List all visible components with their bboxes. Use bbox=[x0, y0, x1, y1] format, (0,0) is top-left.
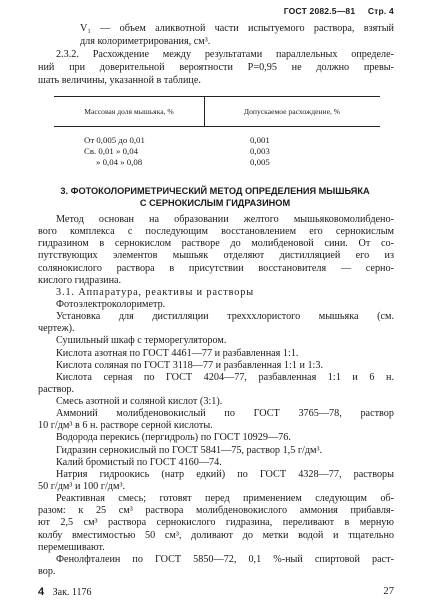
table-row bbox=[54, 157, 380, 167]
text-line: Реактивная смесь; готовят перед применением следующим об- bbox=[56, 493, 394, 504]
text-line: Кислота соляная по ГОСТ 3118—77 и разбавленная 1:1 и 1:3. bbox=[56, 360, 324, 371]
table-row bbox=[54, 135, 380, 145]
table-cell-value: 0,005 bbox=[250, 157, 270, 167]
text-line: ют 2,5 см³ раствора сернокислого гидразина, переливают в мерную bbox=[38, 517, 394, 528]
tolerance-table bbox=[54, 96, 380, 171]
text-line: вого комплекса с последующим восстановлением его сернокислым bbox=[38, 226, 394, 237]
text-line: колбу вместимостью 50 см³, доливают до метки водой и тщательно bbox=[38, 530, 394, 541]
text-line: Калий бромистый по ГОСТ 4160—74. bbox=[56, 457, 222, 468]
text-line: Смесь азотной и соляной кислот (3:1). bbox=[56, 396, 223, 407]
text-line: раствор. bbox=[38, 384, 75, 395]
text-line: разом: к 25 см³ раствора молибденовокислого аммония прибавля- bbox=[38, 505, 394, 516]
text-line: для колориметрирования, см³. bbox=[80, 36, 211, 47]
text-line: 50 г/дм³ и 100 г/дм³. bbox=[38, 481, 126, 492]
text-line: Сушильный шкаф с терморегулятором. bbox=[56, 335, 227, 346]
text-line: 10 г/дм³ в 6 н. растворе серной кислоты. bbox=[38, 420, 213, 431]
text-line: Установка для дистилляции трехххлористого мышьяка (см. bbox=[56, 311, 394, 322]
text-line: Метод основан на образовании желтого мышьяковомолибдено- bbox=[56, 214, 394, 225]
standard-number: ГОСТ 2082.5—81 bbox=[283, 6, 356, 16]
text-line: кислого гидразина. bbox=[38, 275, 122, 286]
text-line: V₁ — объем аликвотной части испытуемого раствора, взятый bbox=[80, 23, 394, 34]
text-line: Водорода перекись (пергидроль) по ГОСТ 10929—76. bbox=[56, 432, 291, 443]
text-line: шать величины, указанной в таблице. bbox=[38, 75, 201, 86]
table-cell-range: » 0,04 » 0,08 bbox=[96, 157, 143, 167]
table-cell-range: От 0,005 до 0,01 bbox=[84, 135, 145, 145]
text-line: Аммоний молибденовокислый по ГОСТ 3765—78, раствор bbox=[56, 408, 394, 419]
text-line: перемешивают. bbox=[38, 542, 105, 553]
sheet-number: 4 bbox=[38, 586, 45, 598]
text-line: 2.3.2. Расхождение между результатами параллельных определе- bbox=[56, 49, 394, 60]
table-cell-value: 0,001 bbox=[250, 135, 270, 145]
table-column-divider bbox=[204, 96, 205, 126]
text-line: чертеж). bbox=[38, 323, 75, 334]
table-cell-value: 0,003 bbox=[250, 146, 270, 156]
table-header-rule bbox=[54, 126, 380, 127]
page-footer-left bbox=[38, 586, 92, 598]
text-line: Натрия гидроокись (натр едкий) по ГОСТ 4328—77, растворы bbox=[56, 469, 394, 480]
section-subtitle: С СЕРНОКИСЛЫМ ГИДРАЗИНОМ bbox=[139, 198, 291, 208]
subsection-heading: 3.1. Аппаратура, реактивы и растворы bbox=[56, 287, 255, 298]
table-cell-range: Св. 0,01 » 0,04 bbox=[84, 146, 139, 156]
text-line: Фотоэлектроколориметр. bbox=[56, 299, 166, 310]
text-line: Гидразин сернокислый по ГОСТ 5841—75, раствор 1,5 г/дм³. bbox=[56, 445, 323, 456]
table-row bbox=[54, 146, 380, 156]
text-line: Кислота серная по ГОСТ 4204—77, разбавленная 1:1 и 6 н. bbox=[56, 372, 394, 383]
table-header-mass-fraction: Массовая доля мышьяка, % bbox=[84, 107, 174, 116]
page-number: 27 bbox=[383, 586, 394, 597]
text-line: вор. bbox=[38, 566, 56, 577]
order-number: Зак. 1176 bbox=[52, 587, 92, 598]
text-line: Кислота азотная по ГОСТ 4461—77 и разбавленная 1:1. bbox=[56, 348, 299, 359]
section-title: 3. ФОТОКОЛОРИМЕТРИЧЕСКИЙ МЕТОД ОПРЕДЕЛЕНИЯ МЫШЬЯКА bbox=[60, 186, 370, 196]
text-line: Фенолфталеин по ГОСТ 5850—72, 0,1 %-ный спиртовой раст- bbox=[56, 554, 394, 565]
page-header bbox=[284, 6, 394, 16]
header-page-label: Стр. 4 bbox=[367, 6, 394, 16]
table-header-tolerance: Допускаемое расхождение, % bbox=[243, 107, 341, 116]
text-line: ний при доверительной вероятности P=0,95 не должно превы- bbox=[38, 62, 394, 73]
table-top-rule bbox=[54, 96, 380, 97]
text-line: солянокислого раствора в присутствии восстановителя — серно- bbox=[38, 263, 394, 274]
text-line: гидразином в сернокислом растворе до молибденовой сини. От со- bbox=[38, 238, 394, 249]
text-line: путствующих элементов мышьяк отделяют дистилляцией его из bbox=[38, 250, 394, 261]
